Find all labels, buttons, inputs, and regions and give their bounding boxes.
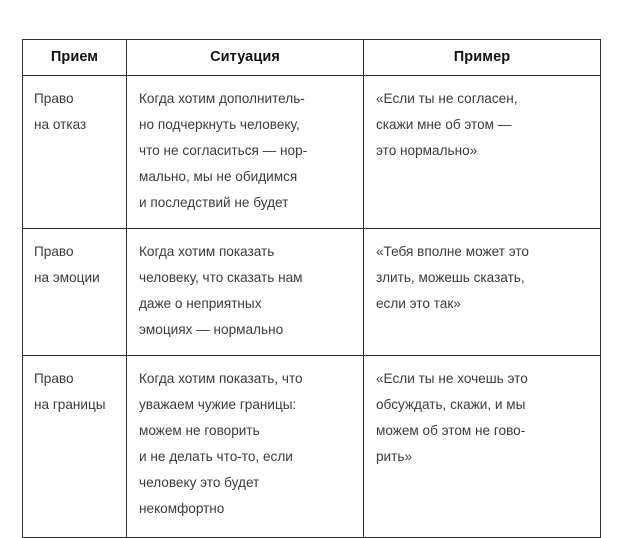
- cell-text-line: «Если ты не хочешь это: [376, 371, 528, 386]
- table-row: [23, 76, 601, 229]
- cell-text-line: обсуждать, скажи, и мы: [376, 397, 526, 412]
- table-header-row: [23, 40, 601, 76]
- table-container: [22, 39, 600, 538]
- cell-text-line: человеку это будет: [139, 475, 260, 490]
- cell-text-line: Право: [34, 244, 74, 259]
- cell-text-line: «Если ты не согласен,: [376, 91, 518, 106]
- cell-text-line: можем не говорить: [139, 423, 260, 438]
- cell-text-line: на эмоции: [34, 270, 100, 285]
- column-header-example: Пример: [364, 40, 601, 76]
- cell-example: [364, 229, 601, 356]
- cell-text-line: мально, мы не обидимся: [139, 169, 298, 184]
- cell-technique: [23, 229, 127, 356]
- cell-text-line: Когда хотим дополнитель-: [139, 91, 305, 106]
- cell-technique: [23, 356, 127, 538]
- table-row: [23, 356, 601, 538]
- cell-text-line: человеку, что сказать нам: [139, 270, 303, 285]
- cell-text-line: Когда хотим показать, что: [139, 371, 303, 386]
- cell-situation: [127, 356, 364, 538]
- table-body: [23, 76, 601, 538]
- techniques-table: [22, 39, 601, 538]
- cell-text-line: и последствий не будет: [139, 195, 289, 210]
- cell-text-line: Право: [34, 91, 74, 106]
- table-row: [23, 229, 601, 356]
- cell-technique: [23, 76, 127, 229]
- cell-text-line: но подчеркнуть человеку,: [139, 117, 300, 132]
- cell-text-line: даже о неприятных: [139, 296, 262, 311]
- cell-text-line: уважаем чужие границы:: [139, 397, 297, 412]
- cell-text-line: это нормально»: [376, 143, 478, 158]
- cell-example: [364, 76, 601, 229]
- cell-situation: [127, 76, 364, 229]
- column-header-technique: Прием: [23, 40, 127, 76]
- cell-text-line: рить»: [376, 449, 413, 464]
- cell-text-line: злить, можешь сказать,: [376, 270, 525, 285]
- cell-text-line: некомфортно: [139, 501, 225, 516]
- cell-text-line: «Тебя вполне может это: [376, 244, 529, 259]
- cell-text-line: на отказ: [34, 117, 87, 132]
- cell-text-line: на границы: [34, 397, 106, 412]
- column-header-situation: Ситуация: [127, 40, 364, 76]
- cell-text-line: скажи мне об этом —: [376, 117, 512, 132]
- cell-text-line: Право: [34, 371, 74, 386]
- cell-text-line: можем об этом не гово-: [376, 423, 526, 438]
- cell-text-line: Когда хотим показать: [139, 244, 275, 259]
- cell-situation: [127, 229, 364, 356]
- cell-text-line: и не делать что-то, если: [139, 449, 293, 464]
- cell-text-line: что не согласиться — нор-: [139, 143, 308, 158]
- cell-text-line: эмоциях — нормально: [139, 322, 284, 337]
- cell-text-line: если это так»: [376, 296, 461, 311]
- table-header: [23, 40, 601, 76]
- cell-example: [364, 356, 601, 538]
